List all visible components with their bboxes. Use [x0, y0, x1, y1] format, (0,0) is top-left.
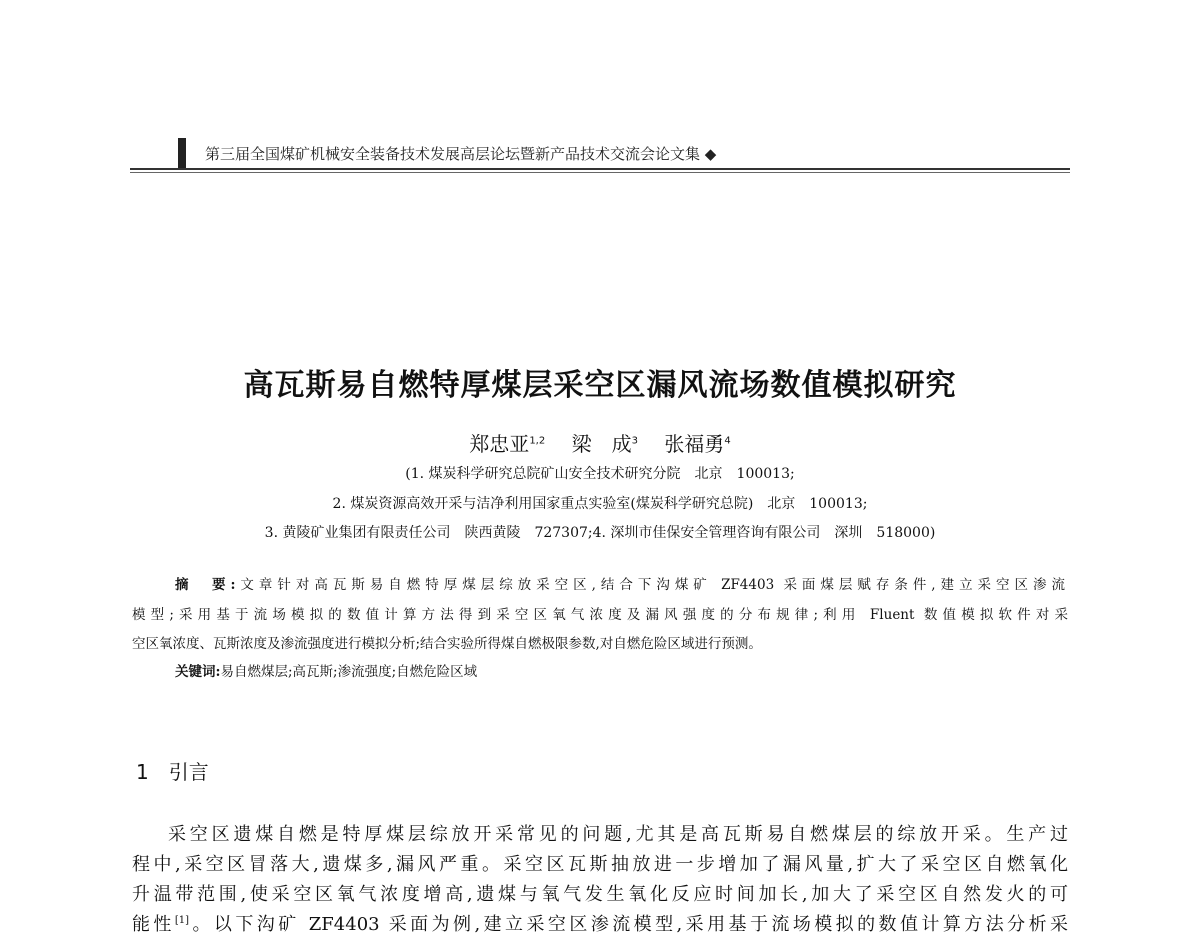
section-heading: 1 引言 [136, 760, 209, 784]
paper-title: 高瓦斯易自燃特厚煤层采空区漏风流场数值模拟研究 [243, 368, 957, 403]
body-line: 程中,采空区冒落大,遗煤多,漏风严重。采空区瓦斯抽放进一步增加了漏风量,扩大了采空区自燃氧化 [132, 854, 1068, 875]
keywords [175, 660, 477, 680]
author: 郑忠亚 [469, 432, 530, 456]
keywords-text: 易自燃煤层;高瓦斯;渗流强度;自燃危险区域 [220, 664, 478, 680]
author-affil: 1,2 [529, 435, 546, 447]
header-mark [178, 138, 186, 168]
body-line: 能性[1]。以下沟矿 ZF4403 采面为例,建立采空区渗流模型,采用基于流场模拟的数值计算方法分析采 [132, 914, 1068, 935]
authors [0, 428, 1200, 457]
author-affil: 3 [631, 435, 638, 447]
header-rule [130, 168, 1070, 170]
running-header: 第三届全国煤矿机械安全装备技术发展高层论坛暨新产品技术交流会论文集 ◆ [205, 145, 717, 163]
affiliation: 3. 黄陵矿业集团有限责任公司 陕西黄陵 727307;4. 深圳市佳保安全管理咨询有限公司 深圳 518000) [264, 525, 936, 541]
header-rule-thin [130, 172, 1070, 173]
affiliation: (1. 煤炭科学研究总院矿山安全技术研究分院 北京 100013; [405, 466, 795, 482]
abstract-line: 摘 要:文章针对高瓦斯易自燃特厚煤层综放采空区,结合下沟煤矿 ZF4403 采面煤层赋存条件,建立采空区渗流 [175, 577, 1065, 593]
abstract-line: 空区氧浓度、瓦斯浓度及渗流强度进行模拟分析;结合实验所得煤自燃极限参数,对自燃危险区域进行预测。 [132, 636, 762, 652]
citation-ref[interactable]: [1] [174, 915, 190, 926]
keywords-label: 关键词: [175, 664, 221, 680]
author-affil: 4 [724, 435, 731, 447]
affiliation: 2. 煤炭资源高效开采与洁净利用国家重点实验室(煤炭科学研究总院) 北京 100013; [332, 496, 868, 512]
body-line: 采空区遗煤自燃是特厚煤层综放开采常见的问题,尤其是高瓦斯易自燃煤层的综放开采。生产过 [168, 824, 1068, 845]
abstract-line: 模型;采用基于流场模拟的数值计算方法得到采空区氧气浓度及漏风强度的分布规律;利用 Fluent 数值模拟软件对采 [132, 607, 1068, 623]
author: 梁 成 [571, 432, 632, 456]
body-line: 升温带范围,使采空区氧气浓度增高,遗煤与氧气发生氧化反应时间加长,加大了采空区自然发火的可 [132, 884, 1068, 905]
author: 张福勇 [664, 432, 725, 456]
abstract-label: 摘 要: [175, 577, 236, 593]
